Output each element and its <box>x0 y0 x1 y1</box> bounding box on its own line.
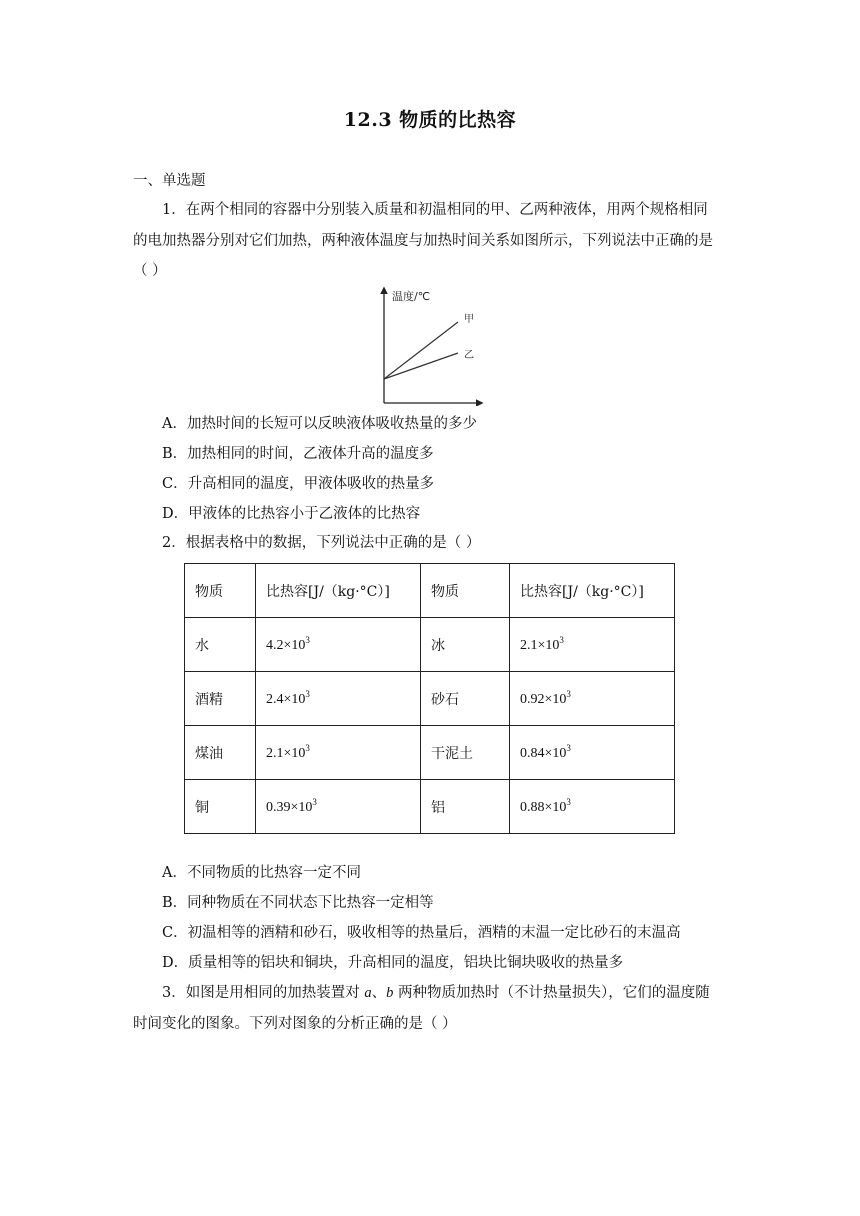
page-title: 12.3 物质的比热容 <box>343 109 517 131</box>
variable-a: a <box>364 985 372 1001</box>
table-row <box>185 618 675 672</box>
cell-value: $0.39\times 10^3$ <box>256 780 421 834</box>
q1-temperature-graph <box>368 286 484 406</box>
cell-substance: 冰 <box>421 618 510 672</box>
cell-substance: 砂石 <box>421 672 510 726</box>
specific-heat-table <box>184 563 675 834</box>
cell-substance: 煤油 <box>185 726 256 780</box>
q2-option-d: D．质量相等的铝块和铜块，升高相同的温度，铝块比铜块吸收的热量多 <box>162 955 624 971</box>
series-label-yi: 乙 <box>464 350 474 361</box>
cell-substance: 酒精 <box>185 672 256 726</box>
q1-option-b: B．加热相同的时间，乙液体升高的温度多 <box>162 446 434 462</box>
series-line-yi <box>384 353 458 379</box>
exponent: 3 <box>566 797 571 807</box>
series-line-jia <box>384 322 458 379</box>
q2-stem: 2．根据表格中的数据，下列说法中正确的是（ ） <box>162 535 481 551</box>
q1-stem-line-2: 的电加热器分别对它们加热，两种液体温度与加热时间关系如图所示，下列说法中正确的是 <box>133 233 713 249</box>
cell-value: $2.1\times 10^3$ <box>510 618 675 672</box>
q1-stem-line-1: 1．在两个相同的容器中分别装入质量和初温相同的甲、乙两种液体，用两个规格相同 <box>162 202 708 218</box>
cell-value: $2.4\times 10^3$ <box>256 672 421 726</box>
table-header-row <box>185 564 675 618</box>
header-substance-2: 物质 <box>421 564 510 618</box>
q1-option-d: D．甲液体的比热容小于乙液体的比热容 <box>162 506 421 522</box>
q3-stem-line-1: 3．如图是用相同的加热装置对 a、b 两种物质加热时（不计热量损失），它们的温度随 <box>162 985 710 1001</box>
table-row <box>185 780 675 834</box>
cell-substance: 铝 <box>421 780 510 834</box>
series-label-jia: 甲 <box>464 314 474 325</box>
cell-value: $4.2\times 10^3$ <box>256 618 421 672</box>
q3-stem-line-2: 时间变化的图象。下列对图象的分析正确的是（ ） <box>133 1016 457 1032</box>
header-heat-2: 比热容[J/（kg·°C）] <box>510 564 675 618</box>
exponent: 3 <box>566 689 571 699</box>
header-heat-1: 比热容[J/（kg·°C）] <box>256 564 421 618</box>
variable-b: b <box>386 985 394 1001</box>
section-heading: 一、单选题 <box>133 173 206 189</box>
q2-option-b: B．同种物质在不同状态下比热容一定相等 <box>162 895 434 911</box>
table-row <box>185 672 675 726</box>
exponent: 3 <box>305 689 310 699</box>
q1-stem-line-3: （ ） <box>133 263 167 279</box>
exponent: 3 <box>559 635 564 645</box>
cell-value: $2.1\times 10^3$ <box>256 726 421 780</box>
cell-value: $0.88\times 10^3$ <box>510 780 675 834</box>
exponent: 3 <box>566 743 571 753</box>
q1-option-c: C．升高相同的温度，甲液体吸收的热量多 <box>162 476 435 492</box>
table-row <box>185 726 675 780</box>
cell-value: $0.84\times 10^3$ <box>510 726 675 780</box>
header-substance-1: 物质 <box>185 564 256 618</box>
exponent: 3 <box>305 635 310 645</box>
cell-substance: 铜 <box>185 780 256 834</box>
exponent: 3 <box>305 743 310 753</box>
q1-option-a: A．加热时间的长短可以反映液体吸收热量的多少 <box>162 416 477 432</box>
cell-substance: 干泥土 <box>421 726 510 780</box>
cell-substance: 水 <box>185 618 256 672</box>
q2-option-c: C．初温相等的酒精和砂石，吸收相等的热量后，酒精的末温一定比砂石的末温高 <box>162 925 681 941</box>
y-axis-label: 温度/℃ <box>392 290 431 303</box>
cell-value: $0.92\times 10^3$ <box>510 672 675 726</box>
exponent: 3 <box>312 797 317 807</box>
q2-option-a: A．不同物质的比热容一定不同 <box>162 865 361 881</box>
